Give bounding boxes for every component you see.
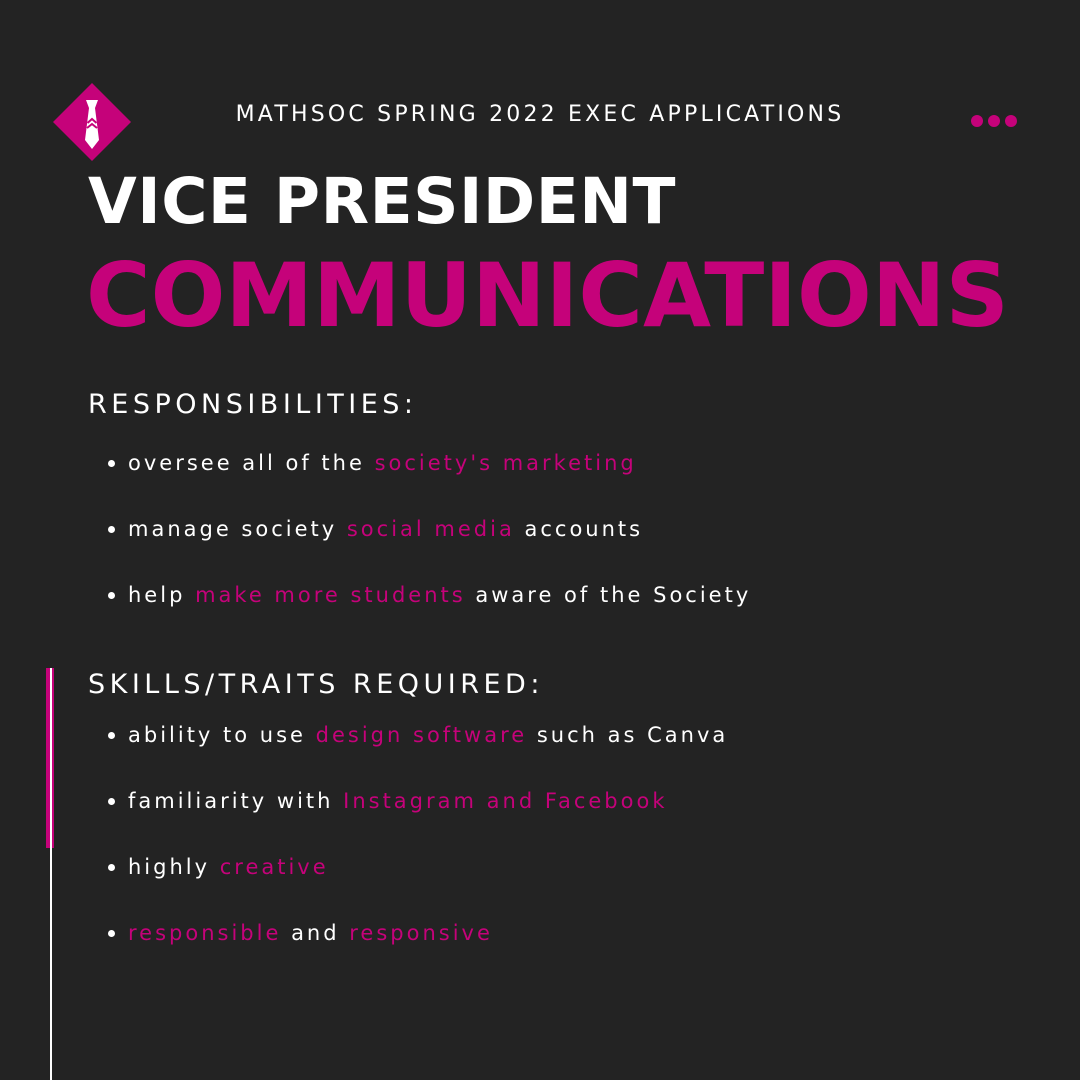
list-item-text xyxy=(128,857,329,878)
plain-text: help xyxy=(128,583,196,607)
list-item-text xyxy=(128,923,493,944)
plain-text: aware of the Society xyxy=(465,583,752,607)
dot xyxy=(971,115,983,127)
bullet-icon xyxy=(108,460,115,467)
title-role: VICE PRESIDENT xyxy=(88,165,676,238)
plain-text: and xyxy=(281,921,350,945)
list-item-text xyxy=(128,519,643,540)
highlight-text: make more students xyxy=(195,583,466,607)
plain-text: oversee all of the xyxy=(128,451,375,475)
highlight-text: responsible xyxy=(128,921,282,945)
list-item xyxy=(108,857,329,878)
more-dots-icon[interactable] xyxy=(971,115,1017,127)
bullet-icon xyxy=(108,930,115,937)
highlight-text: creative xyxy=(219,855,329,879)
dot xyxy=(988,115,1000,127)
bullet-icon xyxy=(108,864,115,871)
list-item xyxy=(108,519,643,540)
highlight-text: Instagram and Facebook xyxy=(343,789,668,813)
plain-text: ability to use xyxy=(128,723,316,747)
list-item-text xyxy=(128,791,668,812)
list-item xyxy=(108,585,751,606)
plain-text: familiarity with xyxy=(128,789,344,813)
list-item xyxy=(108,923,493,944)
list-item xyxy=(108,791,668,812)
list-item xyxy=(108,453,637,474)
highlight-text: social media xyxy=(346,517,515,541)
plain-text: accounts xyxy=(514,517,644,541)
dot xyxy=(1005,115,1017,127)
bullet-icon xyxy=(108,798,115,805)
bullet-icon xyxy=(108,526,115,533)
plain-text: manage society xyxy=(128,517,347,541)
list-item-text xyxy=(128,453,637,474)
highlight-text: responsive xyxy=(349,921,493,945)
bullet-icon xyxy=(108,592,115,599)
plain-text: highly xyxy=(128,855,220,879)
list-item xyxy=(108,725,728,746)
list-item-text xyxy=(128,585,751,606)
header-title: MATHSOC SPRING 2022 EXEC APPLICATIONS xyxy=(235,102,845,127)
bullet-icon xyxy=(108,732,115,739)
plain-text: such as Canva xyxy=(527,723,729,747)
responsibilities-heading: RESPONSIBILITIES: xyxy=(88,389,418,420)
highlight-text: society's marketing xyxy=(374,451,637,475)
skills-heading: SKILLS/TRAITS REQUIRED: xyxy=(88,669,544,700)
accent-line xyxy=(50,668,52,1080)
list-item-text xyxy=(128,725,728,746)
title-department: COMMUNICATIONS xyxy=(86,244,1009,347)
highlight-text: design software xyxy=(315,723,528,747)
